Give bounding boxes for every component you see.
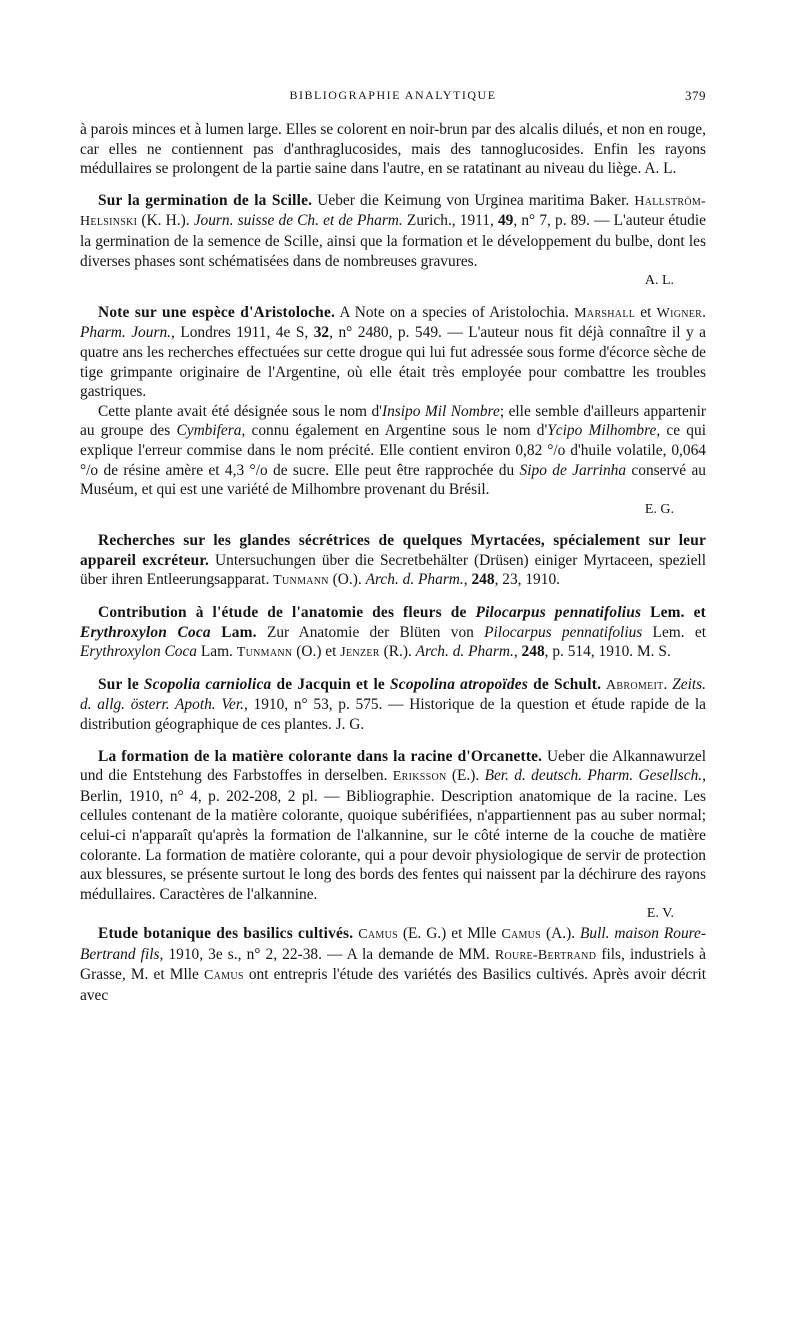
page-body [80, 120, 706, 1005]
entry-orcanette: La formation de la matière colorante dans la racine d'Orcanette. Ueber die Alkannawurzel und die Entstehung des Farbstoffes in derselben. Eriksson (E.). Ber. d. deutsch. Pharm. Gesellsch., Berlin, 1910, n° 4, p. 202-208, 2 pl. — Bibliographie. Description anatomique de la racine. Les cellules contenant de la matière colorante, quoique subérifiées, n'appartiennent pas au suber normal; celui-ci n'apparaît qu'après la formation de l'alkannine, sur le côté interne de la couche de matière colorante. La formation de matière colorante, qui a pour devoir physiologique de servir de protection aux blessures, se présente surtout le long des bords des fentes qui naissent par la déchirure des rayons médullaires. Caractères de l'alkannine. [80, 747, 706, 903]
page [80, 88, 706, 1005]
volume-number: 49 [497, 212, 514, 230]
entry-title: Note sur une espèce d'Aristoloche. [98, 303, 336, 321]
page-number: 379 [685, 88, 706, 103]
author-name: Roure-Bertrand [494, 947, 597, 963]
entry-title: Sur la germination de la Scille. [98, 191, 313, 209]
entry-signature: E. V. [646, 906, 674, 922]
author-name: Hallström-Helsinski [80, 193, 707, 230]
entry-basilics: Etude botanique des basilics cultivés. Camus (E. G.) et Mlle Camus (A.). Bull. maison Roure-Bertrand fils, 1910, 3e s., n° 2, 22-38. — A la demande de MM. Roure-Bertrand fils, industriels à Grasse, M. et Mlle Camus ont entrepris l'étude des variétés des Basilics cultivés. Après avoir décrit avec [80, 924, 707, 1004]
author-name: Camus [203, 968, 244, 984]
author-name: Jenzer [340, 645, 380, 661]
entry-signature: A. L. [644, 273, 674, 289]
journal-title: Ber. d. deutsch. Pharm. Gesellsch. [484, 767, 703, 785]
entry-title: Recherches sur les glandes sécrétrices de quelques Myrtacées, spécialement sur leur appareil excréteur. [80, 532, 706, 569]
journal-title: Arch. d. Pharm. [365, 571, 464, 589]
running-header [80, 88, 706, 110]
author-name: Eriksson [392, 769, 447, 785]
author-name: Camus [358, 926, 398, 942]
entry-myrtacees: Recherches sur les glandes sécrétrices de quelques Myrtacées, spécialement sur leur appareil excréteur. Untersuchungen über die Secretbehälter (Drüsen) einiger Myrtaceen, speziell über ihren Entleerungsapparat. Tunmann (O.). Arch. d. Pharm., 248, 23, 1910. [80, 532, 706, 589]
journal-title: Journ. suisse de Ch. et de Pharm. [193, 212, 403, 230]
journal-title: Arch. d. Pharm. [415, 643, 514, 661]
entry-scopolia: Sur le Scopolia carniolica de Jacquin et le Scopolina atropoïdes de Schult. Abromeit. Zeits. d. allg. österr. Apoth. Ver., 1910, n° 53, p. 575. — Historique de la question et étude rapide de la distribution géographique de ces plantes. J. G. [80, 675, 707, 734]
entry-paragraph: Cette plante avait été désignée sous le nom d'Insipo Mil Nombre; elle semble d'ailleurs appartenir au groupe des Cymbifera, connu également en Argentine sous le nom d'Ycipo Milhombre, ce qui explique l'erreur commise dans le nom précité. Elle contient environ 0,82 °/o d'huile volatile, 0,064 °/o de résine amère et 4,3 °/o de sucre. Elle peut être rapprochée du Sipo de Jarrinha conservé au Muséum, et qui est une variété de Milhombre provenant du Brésil. [80, 402, 707, 499]
entry-title: Sur le Scopolia carniolica de Jacquin et le Scopolina atropoïdes de Schult. [98, 675, 602, 693]
author-name: Tunmann [273, 573, 329, 589]
entry-pilocarpus: Contribution à l'étude de l'anatomie des fleurs de Pilocarpus pennatifolius Lem. et Erythroxylon Coca Lam. Zur Anatomie der Blüten von Pilocarpus pennatifolius Lem. et Erythroxylon Coca Lam. Tunmann (O.) et Jenzer (R.). Arch. d. Pharm., 248, p. 514, 1910. M. S. [80, 604, 706, 661]
entry-signature: M. S. [637, 643, 671, 661]
entry-title: La formation de la matière colorante dans la racine d'Orcanette. [98, 747, 543, 765]
author-name: Abromeit [606, 677, 664, 693]
volume-number: 32 [313, 324, 330, 342]
running-title: BIBLIOGRAPHIE ANALYTIQUE [289, 88, 497, 102]
entry-title: Etude botanique des basilics cultivés. [98, 924, 354, 942]
journal-title: Zeits. d. allg. österr. Apoth. Ver. [80, 675, 707, 714]
journal-title: Pharm. Journ. [80, 324, 171, 342]
journal-title: Bull. maison Roure-Bertrand fils [80, 924, 707, 963]
paragraph-continued: à parois minces et à lumen large. Elles se colorent en noir-brun par des alcalis dilués, et non en rouge, car elles ne contiennent pas d'anthraglucosides, mais des tannoglucosides. Enfin les rayons médullaires se prolongent de la partie saine dans l'autre, en se ratatinant au niveau du liège. A. L. [80, 121, 706, 178]
author-name: Wigner [656, 305, 703, 321]
entry-signature: J. G. [335, 716, 365, 734]
volume-number: 248 [521, 643, 545, 661]
entry-aristoloche: Note sur une espèce d'Aristoloche. A Note on a species of Aristolochia. Marshall et Wigner. Pharm. Journ., Londres 1911, 4e S, 32, n° 2480, p. 549. — L'auteur nous fit déjà connaître il y a quatre ans les recherches effectuées sur cette drogue qui lui fut adressée sous forme d'écorce sèche de tige grimpante originaire de l'Argentine, où elle était très employée pour combattre les troubles gastriques. [80, 303, 706, 401]
author-name: Tunmann [236, 645, 293, 661]
entry-title: Contribution à l'étude de l'anatomie des fleurs de Pilocarpus pennatifolius Lem. et Erythroxylon Coca Lam. [80, 604, 706, 641]
author-name: Camus [501, 926, 542, 942]
entry-signature: A. L. [644, 160, 677, 178]
entry-signature: E. G. [644, 501, 674, 517]
author-name: Marshall [574, 305, 636, 321]
volume-number: 248 [471, 571, 495, 589]
entry-germination-scille: Sur la germination de la Scille. Ueber die Keimung von Urginea maritima Baker. Hallström-Helsinski (K. H.). Journ. suisse de Ch. et de Pharm. Zurich., 1911, 49, n° 7, p. 89. — L'auteur étudie la germination de la semence de Scille, ainsi que la formation et le développement du bulbe, dont les diverses phases sont schématisées dans de nombreuses gravures. [80, 191, 707, 270]
